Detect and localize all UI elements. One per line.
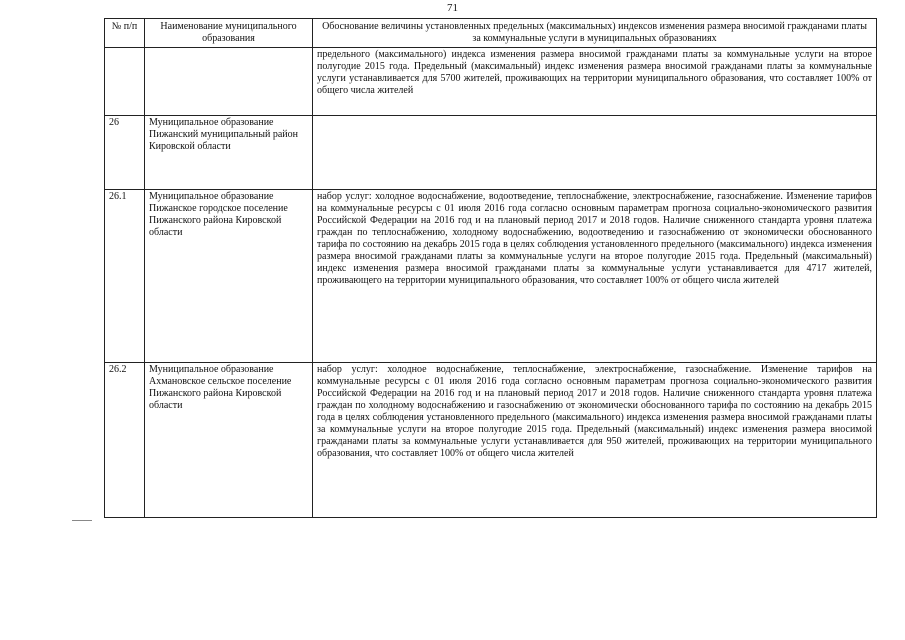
justification-table xyxy=(104,18,877,518)
row-number xyxy=(105,48,145,116)
row-municipality: Муниципальное образование Ахмановское сельское поселение Пижанского района Кировской области xyxy=(145,363,313,518)
row-justification: предельного (максимального) индекса изменения размера вносимой гражданами платы за коммунальные услуги на второе полугодие 2015 года. Предельный (максимальный) индекс изменения размера вносимой гражданами платы за коммунальные услуги устанавливается для 5700 жителей, проживающих на территории муниципального образования, что составляет 100% от общего числа жителей xyxy=(313,48,877,116)
row-number: 26.1 xyxy=(105,190,145,363)
table-header-row xyxy=(105,19,877,48)
row-municipality: Муниципальное образование Пижанское городское поселение Пижанского района Кировской области xyxy=(145,190,313,363)
table-row xyxy=(105,48,877,116)
row-number: 26.2 xyxy=(105,363,145,518)
table-row xyxy=(105,363,877,518)
header-justification: Обоснование величины установленных предельных (максимальных) индексов изменения размера вносимой гражданами платы за коммунальные услуги в муниципальных образованиях xyxy=(313,19,877,48)
margin-mark xyxy=(72,520,92,521)
row-municipality xyxy=(145,48,313,116)
row-justification: набор услуг: холодное водоснабжение, водоотведение, теплоснабжение, электроснабжение, газоснабжение. Изменение тарифов на коммунальные ресурсы с 01 июля 2016 года согласно основным параметрам прогноза социально-экономического развития Российской Федерации на 2016 год и на плановый период 2017 и 2018 годов. Наличие сниженного стандарта уровня платежа граждан по теплоснабжению, холодному водоснабжению, водоотведению и газоснабжению от экономически обоснованного тарифа по состоянию на декабрь 2015 года в целях соблюдения установленного предельного (максимального) индекса изменения размера вносимой гражданами платы за коммунальные услуги на второе полугодие 2015 года. Предельный (максимальный) индекс изменения размера вносимой гражданами платы за коммунальные услуги устанавливается для 4717 жителей, проживающего на территории муниципального образования, что составляет 100% от общего числа жителей xyxy=(313,190,877,363)
header-municipality: Наименование муниципального образования xyxy=(145,19,313,48)
header-number: № п/п xyxy=(105,19,145,48)
row-municipality: Муниципальное образование Пижанский муниципальный район Кировской области xyxy=(145,116,313,190)
row-justification xyxy=(313,116,877,190)
table-row xyxy=(105,190,877,363)
table-row xyxy=(105,116,877,190)
row-number: 26 xyxy=(105,116,145,190)
row-justification: набор услуг: холодное водоснабжение, теплоснабжение, электроснабжение, газоснабжение. Изменение тарифов на коммунальные ресурсы с 01 июля 2016 года согласно основным параметрам прогноза социально-экономического развития Российской Федерации на 2016 год и на плановый период 2017 и 2018 годов. Наличие сниженного стандарта уровня платежа граждан по холодному водоснабжению и газоснабжению от экономически обоснованного тарифа по состоянию на декабрь 2015 года в целях соблюдения установленного предельного (максимального) индекса изменения размера вносимой гражданами платы за коммунальные услуги на второе полугодие 2015 года. Предельный (максимальный) индекс изменения размера вносимой гражданами платы за коммунальные услуги устанавливается для 950 жителей, проживающих на территории муниципального образования, что составляет 100% от общего числа жителей xyxy=(313,363,877,518)
page-number: 71 xyxy=(447,2,458,14)
